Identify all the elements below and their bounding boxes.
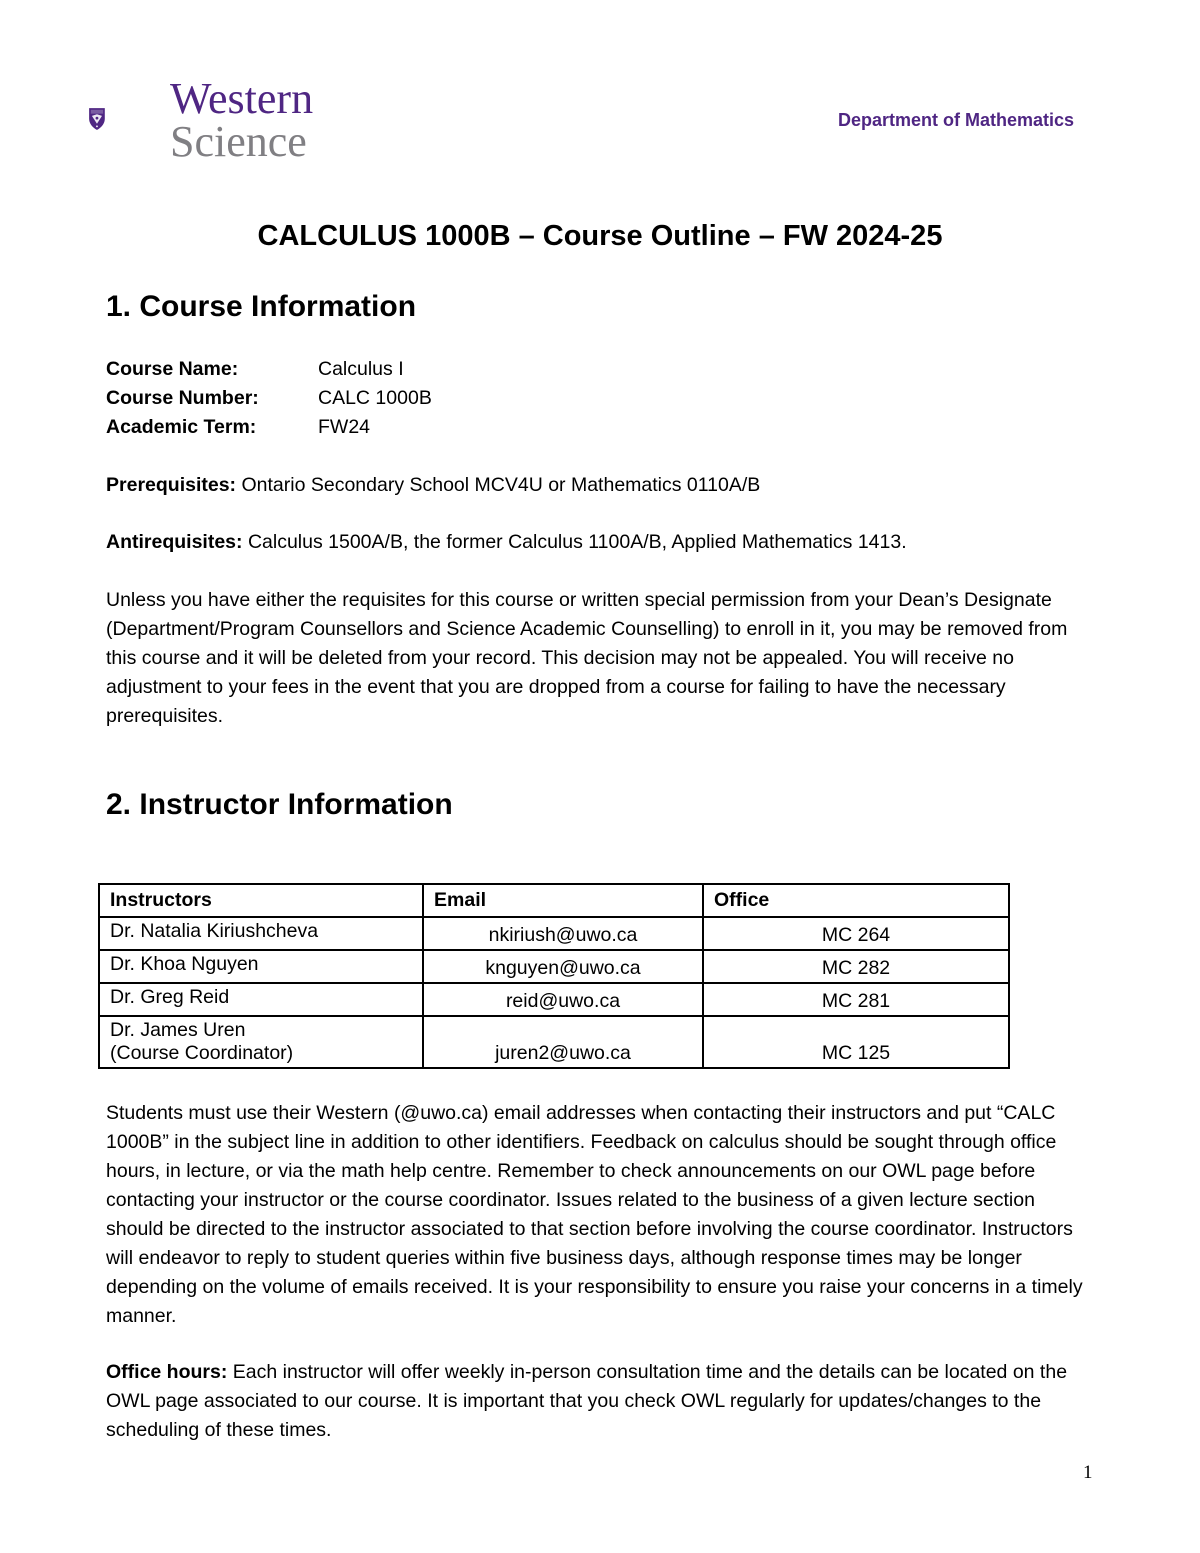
office-hours bbox=[106, 1358, 1096, 1445]
instructor-email: reid@uwo.ca bbox=[423, 983, 703, 1016]
instructor-name: Dr. James Uren bbox=[110, 1019, 246, 1041]
table-row bbox=[99, 950, 1009, 983]
column-header-office: Office bbox=[703, 884, 1009, 917]
instructor-office: MC 125 bbox=[703, 1016, 1009, 1068]
field-label: Academic Term: bbox=[106, 416, 257, 438]
requisites-notice: Unless you have either the requisites for this course or written special permission from your Dean’s Designate (Department/Program Counsellors and Science Academic Counselling) to enroll in it, you may be removed from this course and it will be deleted from your record. This decision may not be appealed. You will receive no adjustment to your fees in the event that you are dropped from a course for failing to have the necessary prerequisites. bbox=[106, 589, 1068, 727]
antirequisites-value: Calculus 1500A/B, the former Calculus 1100A/B, Applied Mathematics 1413. bbox=[242, 531, 907, 553]
table-row bbox=[99, 983, 1009, 1016]
instructor-role: (Course Coordinator) bbox=[110, 1042, 294, 1064]
section-heading-course-information: 1. Course Information bbox=[106, 290, 417, 323]
column-header-instructors: Instructors bbox=[99, 884, 423, 917]
page-number: 1 bbox=[1083, 1462, 1093, 1483]
prerequisites-label: Prerequisites: bbox=[106, 474, 237, 496]
field-value: FW24 bbox=[318, 416, 371, 438]
section-heading-instructor-information: 2. Instructor Information bbox=[106, 788, 453, 821]
table-row bbox=[99, 1016, 1009, 1068]
logo-wordmark bbox=[170, 74, 314, 166]
antirequisites-label: Antirequisites: bbox=[106, 531, 243, 553]
instructor-office: MC 264 bbox=[703, 917, 1009, 950]
instructor-table bbox=[98, 883, 1010, 1069]
field-value: Calculus I bbox=[318, 358, 404, 380]
column-header-email: Email bbox=[423, 884, 703, 917]
instructor-name: Dr. Khoa Nguyen bbox=[99, 950, 423, 983]
field-value: CALC 1000B bbox=[318, 387, 432, 409]
field-academic-term bbox=[106, 413, 432, 442]
department-label: Department of Mathematics bbox=[838, 110, 1075, 130]
instructor-email: knguyen@uwo.ca bbox=[423, 950, 703, 983]
prerequisites bbox=[106, 471, 1096, 500]
table-header-row bbox=[99, 884, 1009, 917]
instructor-office: MC 281 bbox=[703, 983, 1009, 1016]
instructor-name-cell bbox=[99, 1016, 423, 1068]
instructor-office: MC 282 bbox=[703, 950, 1009, 983]
instructor-name: Dr. Greg Reid bbox=[99, 983, 423, 1016]
instructor-email: juren2@uwo.ca bbox=[423, 1016, 703, 1068]
table-row bbox=[99, 917, 1009, 950]
logo-line-science: Science bbox=[170, 117, 307, 166]
instructor-name: Dr. Natalia Kiriushcheva bbox=[99, 917, 423, 950]
field-label: Course Name: bbox=[106, 358, 239, 380]
antirequisites bbox=[106, 528, 1096, 557]
prerequisites-value: Ontario Secondary School MCV4U or Mathematics 0110A/B bbox=[236, 474, 761, 496]
contact-policy-text: Students must use their Western (@uwo.ca) email addresses when contacting their instructors and put “CALC 1000B” in the subject line in addition to other identifiers. Feedback on calculus should be sought through office hours, in lecture, or via the math help centre. Remember to check announcements on our OWL page before contacting your instructor or the course coordinator. Issues related to the business of a given lecture section should be directed to the instructor associated to that section before involving the course coordinator. Instructors will endeavor to reply to student queries within five business days, although response times may be longer depending on the volume of emails received. It is your responsibility to ensure you raise your concerns in a timely manner. bbox=[106, 1102, 1083, 1327]
field-label: Course Number: bbox=[106, 387, 259, 409]
office-hours-text: Each instructor will offer weekly in-person consultation time and the details can be located on the OWL page associated to our course. It is important that you check OWL regularly for updates/changes to the scheduling of these times. bbox=[106, 1361, 1068, 1441]
course-info-fields bbox=[106, 355, 432, 442]
field-course-number bbox=[106, 384, 432, 413]
field-course-name bbox=[106, 355, 432, 384]
document-title: CALCULUS 1000B – Course Outline – FW 2024-25 bbox=[257, 220, 943, 252]
logo-line-western: Western bbox=[170, 74, 314, 123]
western-shield-logo bbox=[88, 78, 158, 160]
instructor-email: nkiriush@uwo.ca bbox=[423, 917, 703, 950]
office-hours-label: Office hours: bbox=[106, 1361, 228, 1383]
